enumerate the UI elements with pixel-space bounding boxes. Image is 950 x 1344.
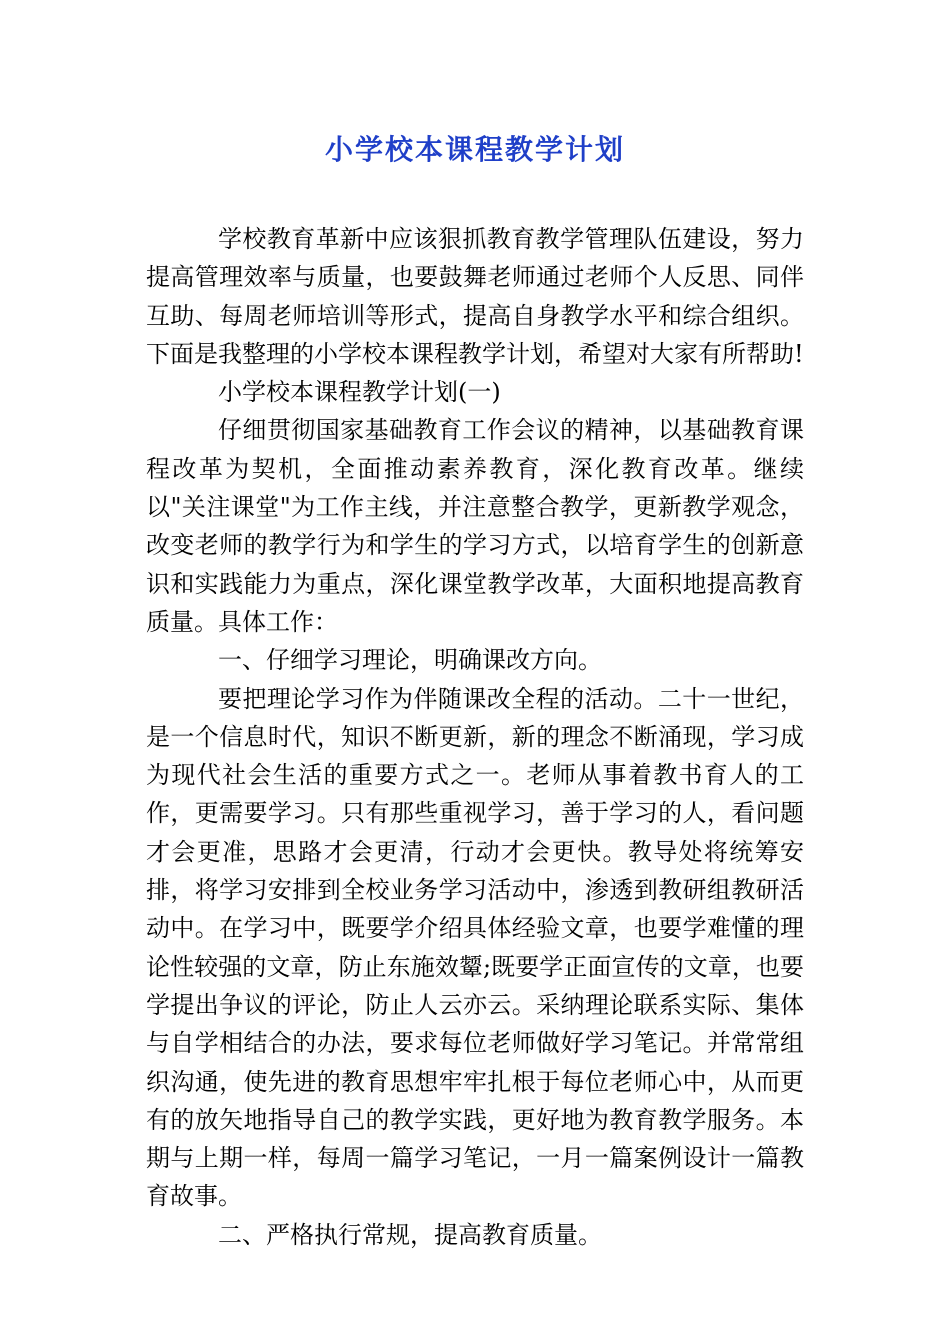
paragraph-overview: 仔细贯彻国家基础教育工作会议的精神，以基础教育课程改革为契机，全面推动素养教育，深化教育改革。继续以"关注课堂"为工作主线，并注意整合教学，更新教学观念，改变老师的教学行为和学生的学习方式，以培育学生的创新意识和实践能力为重点，深化课堂教学改革，大面积地提高教育质量。具体工作： (146, 416, 804, 636)
paragraph-item-two-heading: 二、严格执行常规，提高教育质量。 (218, 1220, 602, 1249)
document-body (146, 220, 804, 1254)
paragraph-section-heading: 小学校本课程教学计划(一) (218, 378, 501, 407)
paragraph-intro: 学校教育革新中应该狠抓教育教学管理队伍建设，努力提高管理效率与质量，也要鼓舞老师通过老师个人反思、同伴互助、每周老师培训等形式，提高自身教学水平和综合组织。下面是我整理的小学校本课程教学计划，希望对大家有所帮助! (146, 225, 804, 368)
paragraph-item-one-heading: 一、仔细学习理论，明确课改方向。 (218, 646, 602, 675)
paragraph-item-one-body: 要把理论学习作为伴随课改全程的活动。二十一世纪，是一个信息时代，知识不断更新，新的理念不断涌现，学习成为现代社会生活的重要方式之一。老师从事着教书育人的工作，更需要学习。只有那些重视学习，善于学习的人，看问题才会更准，思路才会更清，行动才会更快。教导处将统筹安排，将学习安排到全校业务学习活动中，渗透到教研组教研活动中。在学习中，既要学介绍具体经验文章，也要学难懂的理论性较强的文章，防止东施效颦;既要学正面宣传的文章，也要学提出争议的评论，防止人云亦云。采纳理论联系实际、集体与自学相结合的办法，要求每位老师做好学习笔记。并常常组织沟通，使先进的教育思想牢牢扎根于每位老师心中，从而更有的放矢地指导自己的教学实践，更好地为教育教学服务。本期与上期一样，每周一篇学习笔记，一月一篇案例设计一篇教育故事。 (146, 684, 804, 1211)
document-title: 小学校本课程教学计划 (324, 133, 625, 166)
